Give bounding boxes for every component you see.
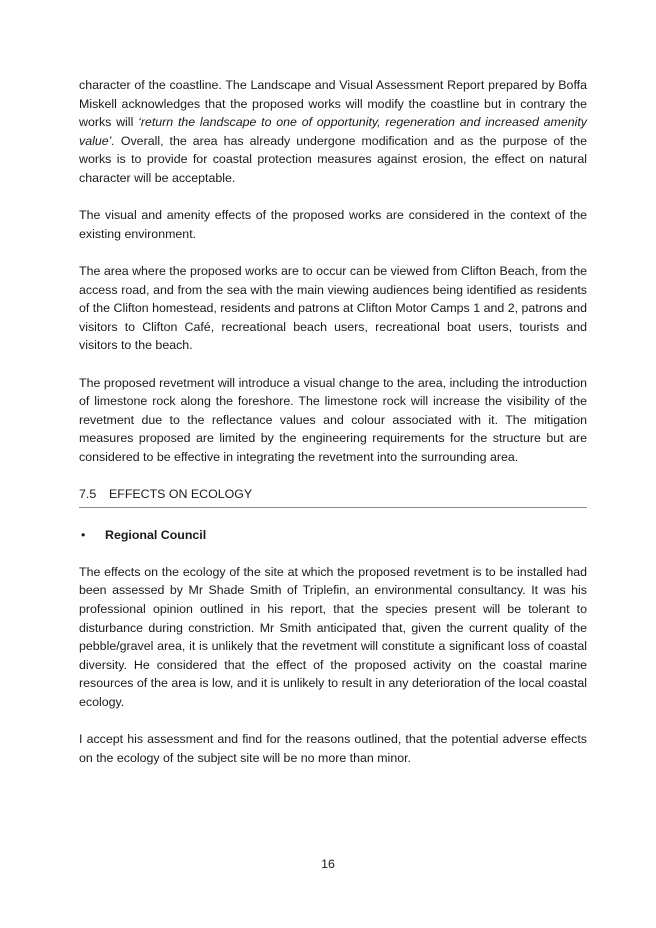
section-number: 7.5 bbox=[79, 487, 97, 502]
paragraph-ecology-assessment: The effects on the ecology of the site at which the proposed revetment is to be installed had been assessed by Mr Shade Smith of Triplefin, an environmental consultancy. It was his professional opinion outlined in his report, that the species present will be tolerant to disturbance during constriction. Mr Smith anticipated that, given the current quality of the pebble/gravel area, it is unlikely that the revetment will constitute a significant loss of coastal diversity. He considered that the effect of the proposed activity on the coastal marine resources of the area is low, and it is unlikely to result in any deterioration of the local coastal ecology. bbox=[79, 564, 587, 709]
bullet-icon: • bbox=[81, 527, 86, 542]
paragraph-revetment-visual: The proposed revetment will introduce a visual change to the area, including the introduction of limestone rock along the foreshore. The limestone rock will increase the visibility of the revetment due to the reflectance values and colour associated with it. The mitigation measures proposed are limited by the engineering requirements for the structure but are considered to be effective in integrating the revetment into the surrounding area. bbox=[79, 375, 587, 464]
section-heading bbox=[79, 485, 587, 508]
document-body bbox=[79, 76, 587, 786]
quoted-text: ‘return the landscape to one of opportunity, regeneration and increased amenity value’. bbox=[79, 115, 587, 148]
page-number: 16 bbox=[321, 857, 335, 871]
bullet-label: Regional Council bbox=[105, 527, 207, 542]
paragraph-text: character of the coastline. The Landscape and Visual Assessment Report prepared by Boffa Miskell acknowledges that the proposed works will modify the coastline but in contrary the works will bbox=[79, 78, 587, 130]
paragraph-viewing-audiences: The area where the proposed works are to occur can be viewed from Clifton Beach, from the access road, and from the sea with the main viewing audiences being identified as residents of the Clifton homestead, residents and patrons at Clifton Motor Camps 1 and 2, patrons and visitors to Clifton Café, recreational beach users, recreational boat users, tourists and visitors to the beach. bbox=[79, 263, 587, 353]
paragraph-ecology-conclusion: I accept his assessment and find for the reasons outlined, that the potential adverse effects on the ecology of the subject site will be no more than minor. bbox=[79, 732, 587, 765]
paragraph-text: Overall, the area has already undergone modification and as the purpose of the works is to provide for coastal protection measures against erosion, the effect on natural character will be acceptable. bbox=[79, 133, 587, 185]
paragraph-natural-character bbox=[79, 76, 587, 188]
paragraph-visual-amenity: The visual and amenity effects of the proposed works are considered in the context of the existing environment. bbox=[79, 208, 587, 241]
bullet-item bbox=[79, 526, 587, 545]
section-title: EFFECTS ON ECOLOGY bbox=[109, 487, 253, 502]
